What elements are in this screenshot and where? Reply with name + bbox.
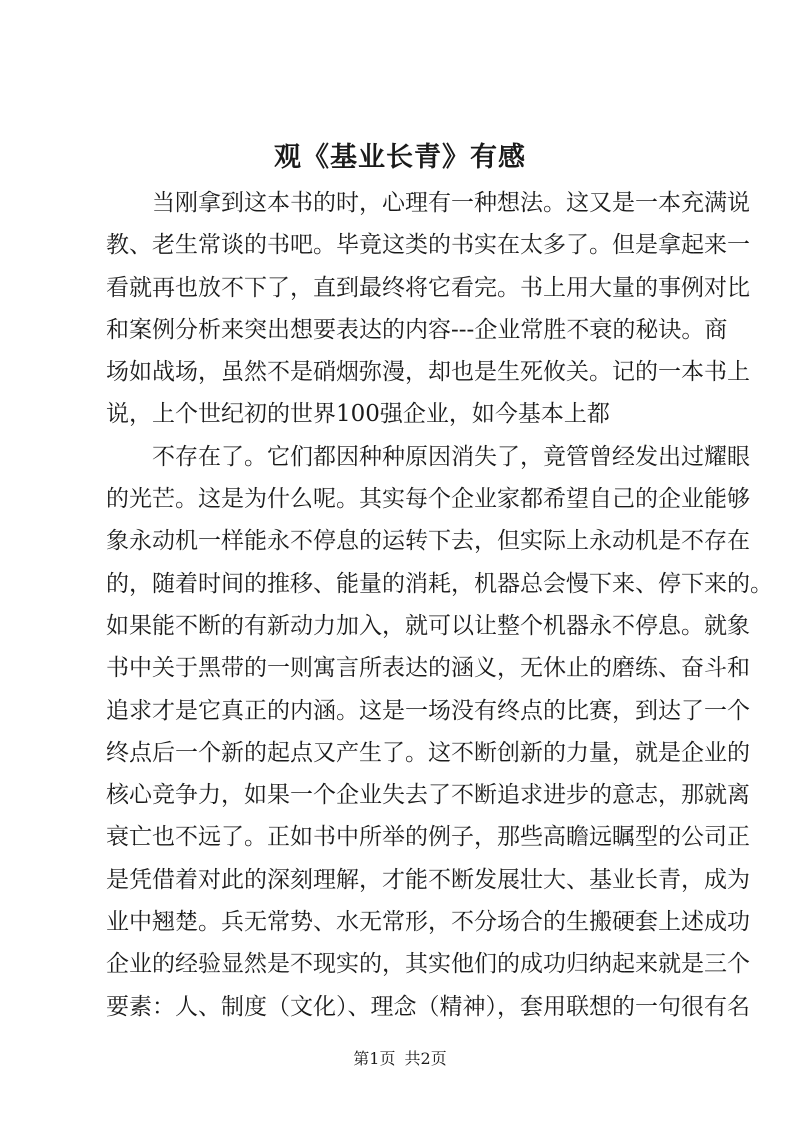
paragraph-2-line-8: 终点后一个新的起点又产生了。这不断创新的力量，就是企业的 bbox=[106, 739, 750, 766]
paragraph-2-line-5: 如果能不断的有新动力加入，就可以让整个机器永不停息。就象 bbox=[106, 612, 750, 639]
document-title: 观《基业长青》有感 bbox=[274, 142, 526, 173]
paragraph-1-line-5: 场如战场，虽然不是硝烟弥漫，却也是生死攸关。记的一本书上 bbox=[106, 359, 750, 386]
document-body bbox=[106, 182, 773, 1028]
paragraph-1-line-2: 教、老生常谈的书吧。毕竟这类的书实在太多了。但是拿起来一 bbox=[106, 232, 750, 259]
paragraph-2-line-11: 是凭借着对此的深刻理解，才能不断发展壮大、基业长青，成为 bbox=[106, 866, 750, 893]
paragraph-2-line-9: 核心竞争力，如果一个企业失去了不断追求进步的意志，那就离 bbox=[106, 782, 750, 809]
paragraph-2-line-4: 的，随着时间的推移、能量的消耗，机器总会慢下来、停下来的。 bbox=[106, 570, 773, 597]
paragraph-1-line-4: 和案例分析来突出想要表达的内容---企业常胜不衰的秘诀。商 bbox=[106, 316, 728, 343]
paragraph-1-line-3: 看就再也放不下了，直到最终将它看完。书上用大量的事例对比 bbox=[106, 274, 750, 301]
page-number-total: 共2页 bbox=[404, 1049, 447, 1068]
page-footer bbox=[0, 1048, 800, 1070]
paragraph-2-line-13: 企业的经验显然是不现实的，其实他们的成功归纳起来就是三个 bbox=[106, 951, 750, 978]
page-number-current: 第1页 bbox=[353, 1049, 396, 1068]
paragraph-1-line-6: 说，上个世纪初的世界100强企业，如今基本上都 bbox=[106, 401, 610, 428]
paragraph-2-line-3: 象永动机一样能永不停息的运转下去，但实际上永动机是不存在 bbox=[106, 528, 750, 555]
paragraph-2-line-14: 要素：人、制度（文化）、理念（精神），套用联想的一句很有名 bbox=[106, 993, 750, 1020]
paragraph-2-line-1: 不存在了。它们都因种种原因消失了，竟管曾经发出过耀眼 bbox=[152, 443, 750, 470]
paragraph-2-line-6: 书中关于黑带的一则寓言所表达的涵义，无休止的磨练、奋斗和 bbox=[106, 655, 750, 682]
paragraph-2-line-12: 业中翘楚。兵无常势、水无常形，不分场合的生搬硬套上述成功 bbox=[106, 909, 750, 936]
paragraph-2-line-7: 追求才是它真正的内涵。这是一场没有终点的比赛，到达了一个 bbox=[106, 697, 750, 724]
paragraph-2-line-10: 衰亡也不远了。正如书中所举的例子，那些高瞻远瞩型的公司正 bbox=[106, 824, 750, 851]
paragraph-1-line-1: 当刚拿到这本书的时，心理有一种想法。这又是一本充满说 bbox=[152, 190, 750, 216]
paragraph-2-line-2: 的光芒。这是为什么呢。其实每个企业家都希望自己的企业能够 bbox=[106, 486, 750, 513]
